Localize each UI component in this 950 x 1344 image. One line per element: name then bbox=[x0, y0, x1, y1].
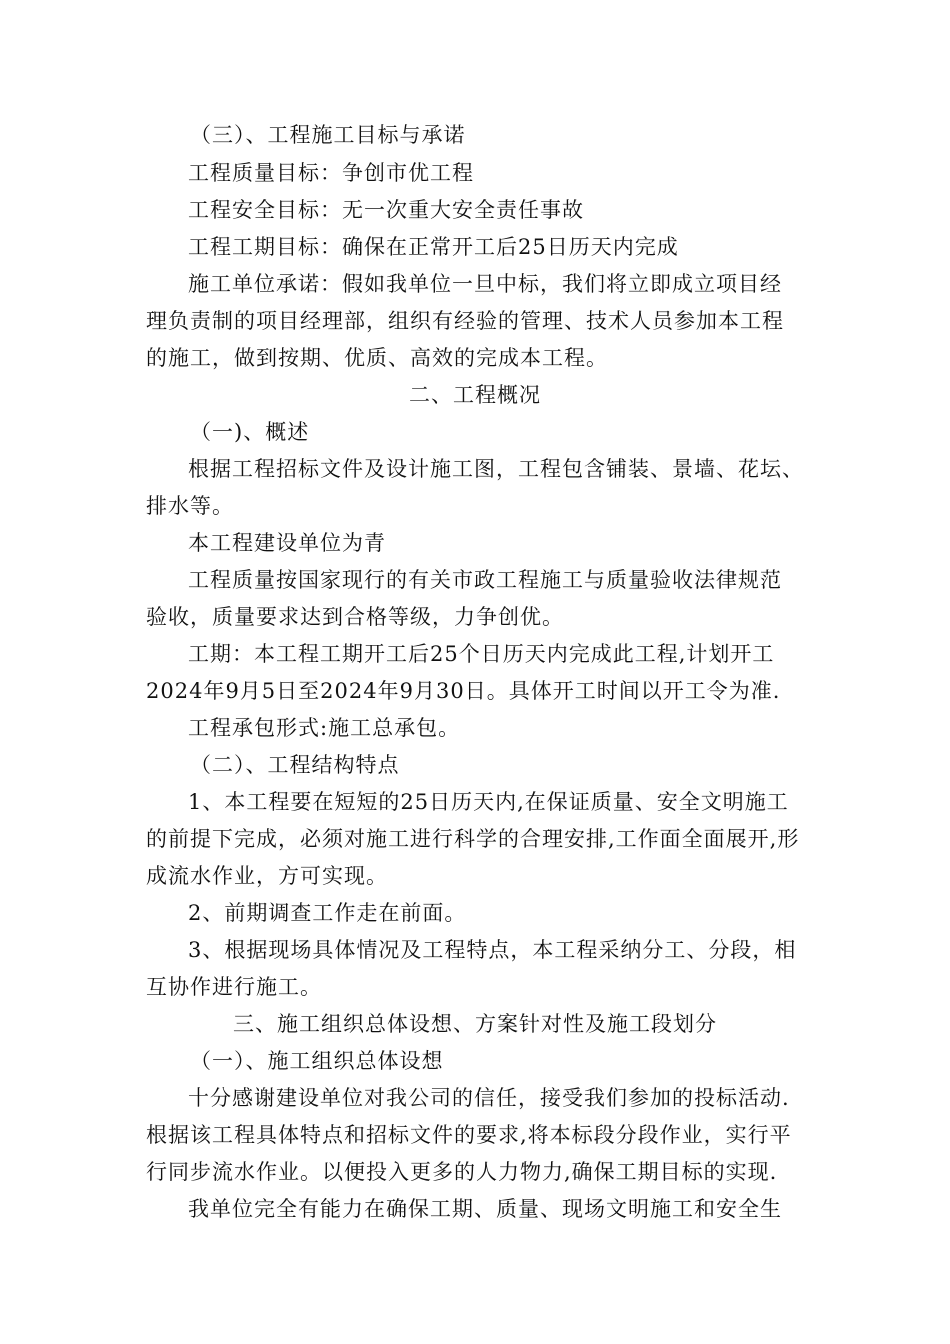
paragraph-line: 3、根据现场具体情况及工程特点，本工程采纳分工、分段，相 bbox=[188, 938, 797, 962]
paragraph-line: 2、前期调查工作走在前面。 bbox=[188, 901, 467, 925]
paragraph-line: 工程质量目标：争创市优工程 bbox=[188, 161, 474, 185]
paragraph-line: 十分感谢建设单位对我公司的信任，接受我们参加的投标活动. bbox=[188, 1086, 790, 1110]
section-heading: （三）、工程施工目标与承诺 bbox=[190, 123, 466, 147]
paragraph-line: 成流水作业，方可实现。 bbox=[146, 864, 388, 888]
paragraph-line: 工程安全目标：无一次重大安全责任事故 bbox=[188, 198, 584, 222]
chapter-heading: 二、工程概况 bbox=[409, 383, 541, 407]
paragraph-line: 根据该工程具体特点和招标文件的要求,将本标段分段作业，实行平 bbox=[146, 1123, 792, 1147]
paragraph-line: 验收，质量要求达到合格等级，力争创优。 bbox=[146, 605, 564, 629]
paragraph-line: 工程承包形式:施工总承包。 bbox=[188, 716, 461, 740]
paragraph-line: 施工单位承诺：假如我单位一旦中标，我们将立即成立项目经 bbox=[188, 272, 782, 296]
paragraph-line: 本工程建设单位为青 bbox=[188, 531, 386, 555]
paragraph-line: 工期：本工程工期开工后25个日历天内完成此工程,计划开工 bbox=[188, 642, 775, 666]
section-heading: （一)、概述 bbox=[190, 420, 310, 444]
section-heading: （一）、施工组织总体设想 bbox=[190, 1049, 444, 1073]
section-heading: （二）、工程结构特点 bbox=[190, 753, 400, 777]
chapter-heading: 三、施工组织总体设想、方案针对性及施工段划分 bbox=[233, 1012, 717, 1036]
paragraph-line: 互协作进行施工。 bbox=[146, 975, 322, 999]
paragraph-line: 工程质量按国家现行的有关市政工程施工与质量验收法律规范 bbox=[188, 568, 782, 592]
paragraph-line: 2024年9月5日至2024年9月30日。具体开工时间以开工令为准. bbox=[146, 679, 781, 703]
paragraph-line: 的前提下完成，必须对施工进行科学的合理安排,工作面全面展开,形 bbox=[146, 827, 800, 851]
paragraph-line: 1、本工程要在短短的25日历天内,在保证质量、安全文明施工 bbox=[188, 790, 789, 814]
paragraph-line: 行同步流水作业。以便投入更多的人力物力,确保工期目标的实现. bbox=[146, 1160, 778, 1184]
paragraph-line: 排水等。 bbox=[146, 494, 234, 518]
paragraph-line: 工程工期目标：确保在正常开工后25日历天内完成 bbox=[188, 235, 679, 259]
paragraph-line: 理负责制的项目经理部，组织有经验的管理、技术人员参加本工程 bbox=[146, 309, 784, 333]
paragraph-line: 我单位完全有能力在确保工期、质量、现场文明施工和安全生 bbox=[188, 1197, 782, 1221]
paragraph-line: 根据工程招标文件及设计施工图，工程包含铺装、景墙、花坛、 bbox=[188, 457, 804, 481]
paragraph-line: 的施工，做到按期、优质、高效的完成本工程。 bbox=[146, 346, 608, 370]
